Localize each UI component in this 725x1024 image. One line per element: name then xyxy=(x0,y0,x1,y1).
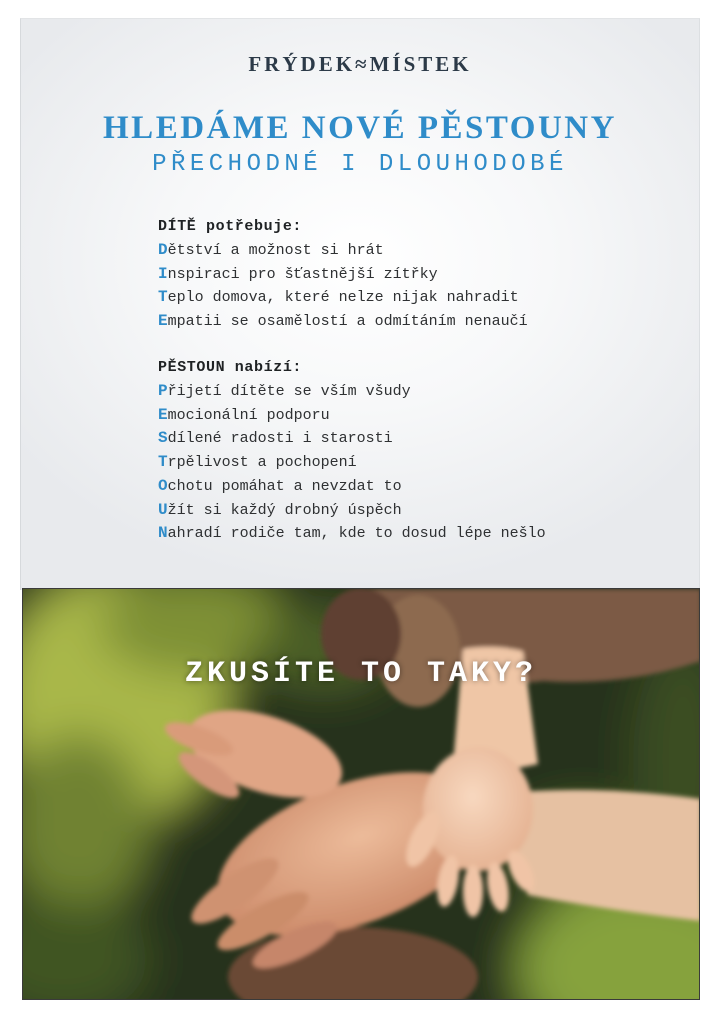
list-item: Ochotu pomáhat a nevzdat to xyxy=(158,476,402,495)
town-name: FRÝDEK≈MÍSTEK xyxy=(248,52,472,76)
list-item: Teplo domova, které nelze nijak nahradit xyxy=(158,288,519,307)
child-needs-list xyxy=(158,215,678,334)
list-item: Užít si každý drobný úspěch xyxy=(158,500,402,519)
list-item: Empatii se osamělostí a odmítáním nenaučí xyxy=(158,312,528,330)
child-needs-heading: DÍTĚ potřebuje: xyxy=(158,218,303,235)
list-item: Dětství a možnost si hrát xyxy=(158,240,384,259)
photo-caption: ZKUSÍTE TO TAKY? xyxy=(184,657,538,691)
page-subtitle: PŘECHODNÉ I DLOUHODOBÉ xyxy=(152,151,568,178)
child-finger xyxy=(463,865,483,917)
list-item: Sdílené radosti i starosti xyxy=(158,429,393,448)
foster-offers-heading: PĚSTOUN nabízí: xyxy=(158,359,303,376)
list-item: Nahradí rodiče tam, kde to dosud lépe nešlo xyxy=(158,524,546,543)
hands-photo-image xyxy=(23,589,700,1000)
list-item: Emocionální podporu xyxy=(158,405,330,424)
hands-photo xyxy=(22,588,700,1000)
list-item: Inspiraci pro šťastnější zítřky xyxy=(158,264,438,283)
page-title: HLEDÁME NOVÉ PĚSTOUNY xyxy=(103,110,617,146)
list-item: Trpělivost a pochopení xyxy=(158,453,357,471)
list-item: Přijetí dítěte se vším všudy xyxy=(158,381,411,400)
foster-offers-list xyxy=(158,356,678,546)
